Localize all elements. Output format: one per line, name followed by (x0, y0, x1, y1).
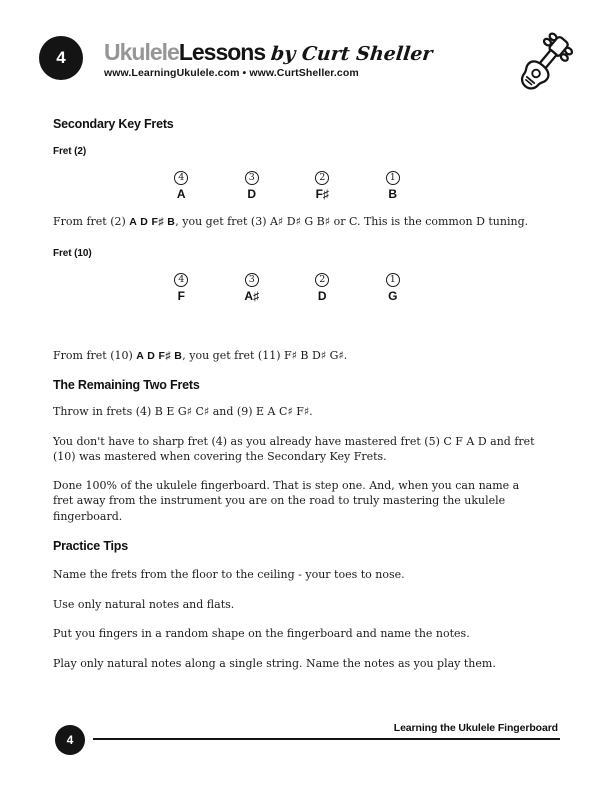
practice-tip-1: Name the frets from the floor to the ceiling - your toes to nose. (53, 568, 405, 581)
header-brand-block (104, 40, 504, 79)
ukulele-icon (506, 26, 582, 106)
fret-2-string-3 (217, 165, 288, 201)
fret-10-diagram (146, 267, 429, 303)
heading-practice-tips: Practice Tips (53, 539, 128, 553)
header-urls: www.LearningUkulele.com • www.CurtSheller.com (104, 67, 359, 79)
header-page-number-badge (39, 36, 83, 80)
fret-10-string-1 (358, 267, 429, 303)
brand-title-ukulele: Ukulele (104, 39, 179, 65)
string-note: D (317, 288, 327, 303)
fret-2-string-1 (358, 165, 429, 201)
paragraph-dont-have-to-sharp (53, 434, 564, 465)
label-fret-2: Fret (2) (53, 146, 87, 157)
paragraph-text: From fret (10) (53, 348, 137, 362)
paragraph-text: , you get fret (11) F♯ B D♯ G♯. (182, 348, 348, 362)
practice-tip-2: Use only natural notes and flats. (53, 597, 235, 611)
practice-tip-3: Put you fingers in a random shape on the fingerboard and name the notes. (53, 627, 470, 640)
string-number-circle: 1 (386, 273, 400, 287)
string-note: D (247, 187, 257, 201)
paragraph-fret-2 (53, 214, 564, 231)
string-note: G (388, 288, 398, 303)
label-fret-10: Fret (10) (53, 247, 92, 259)
string-number-circle: 4 (174, 273, 188, 287)
bold-note-names: A D F♯ B (129, 216, 176, 228)
fret-10-string-2 (287, 267, 358, 303)
paragraph-fret-10 (53, 348, 564, 365)
paragraph-done-100 (53, 478, 564, 525)
heading-remaining-two-frets: The Remaining Two Frets (53, 378, 200, 392)
footer-rule (93, 738, 560, 740)
paragraph-text: , you get fret (3) A♯ D♯ G B♯ or C. This is the common D tuning. (175, 215, 529, 228)
footer-title: Learning the Ukulele Fingerboard (393, 722, 558, 734)
brand-byline: by Curt Sheller (270, 43, 434, 65)
string-number-circle: 2 (315, 273, 329, 287)
main-content (53, 117, 564, 671)
fret-10-string-3 (217, 267, 288, 303)
paragraph-line: Done 100% of the ukulele fingerboard. That is step one. And, when you can name a (53, 478, 520, 492)
string-note: B (388, 187, 398, 201)
paragraph-text: From fret (2) (53, 215, 130, 228)
fret-2-string-4 (146, 165, 217, 201)
brand-title-lessons: Lessons (178, 39, 266, 65)
brand-title (104, 40, 504, 66)
string-note: F♯ (315, 187, 329, 201)
string-note: A♯ (244, 288, 260, 303)
string-number-circle: 3 (245, 273, 259, 287)
bold-note-names: A D F♯ B (136, 349, 183, 362)
paragraph-line: fret away from the instrument you are on the road to truly mastering the ukulele (53, 494, 506, 507)
string-number-circle: 4 (174, 171, 188, 185)
heading-secondary-key-frets: Secondary Key Frets (53, 117, 174, 131)
string-number-circle: 1 (386, 171, 400, 185)
footer-page-number: 4 (66, 733, 74, 747)
paragraph-line: (10) was mastered when covering the Secondary Key Frets. (53, 450, 387, 463)
string-number-circle: 2 (315, 171, 329, 185)
paragraph-throw-in-frets: Throw in frets (4) B E G♯ C♯ and (9) E A C♯ F♯. (53, 405, 313, 418)
string-number-circle: 3 (245, 171, 259, 185)
string-note: F (177, 288, 185, 303)
string-note: A (176, 187, 186, 201)
fret-2-diagram (146, 165, 429, 201)
practice-tip-4: Play only natural notes along a single string. Name the notes as you play them. (53, 656, 496, 670)
paragraph-line: fingerboard. (53, 509, 123, 523)
header-page-number: 4 (56, 48, 66, 67)
fret-2-string-2 (287, 165, 358, 201)
fret-10-string-4 (146, 267, 217, 303)
paragraph-line: You don't have to sharp fret (4) as you already have mastered fret (5) C F A D and fret (53, 434, 535, 448)
footer-page-number-badge (55, 725, 85, 755)
